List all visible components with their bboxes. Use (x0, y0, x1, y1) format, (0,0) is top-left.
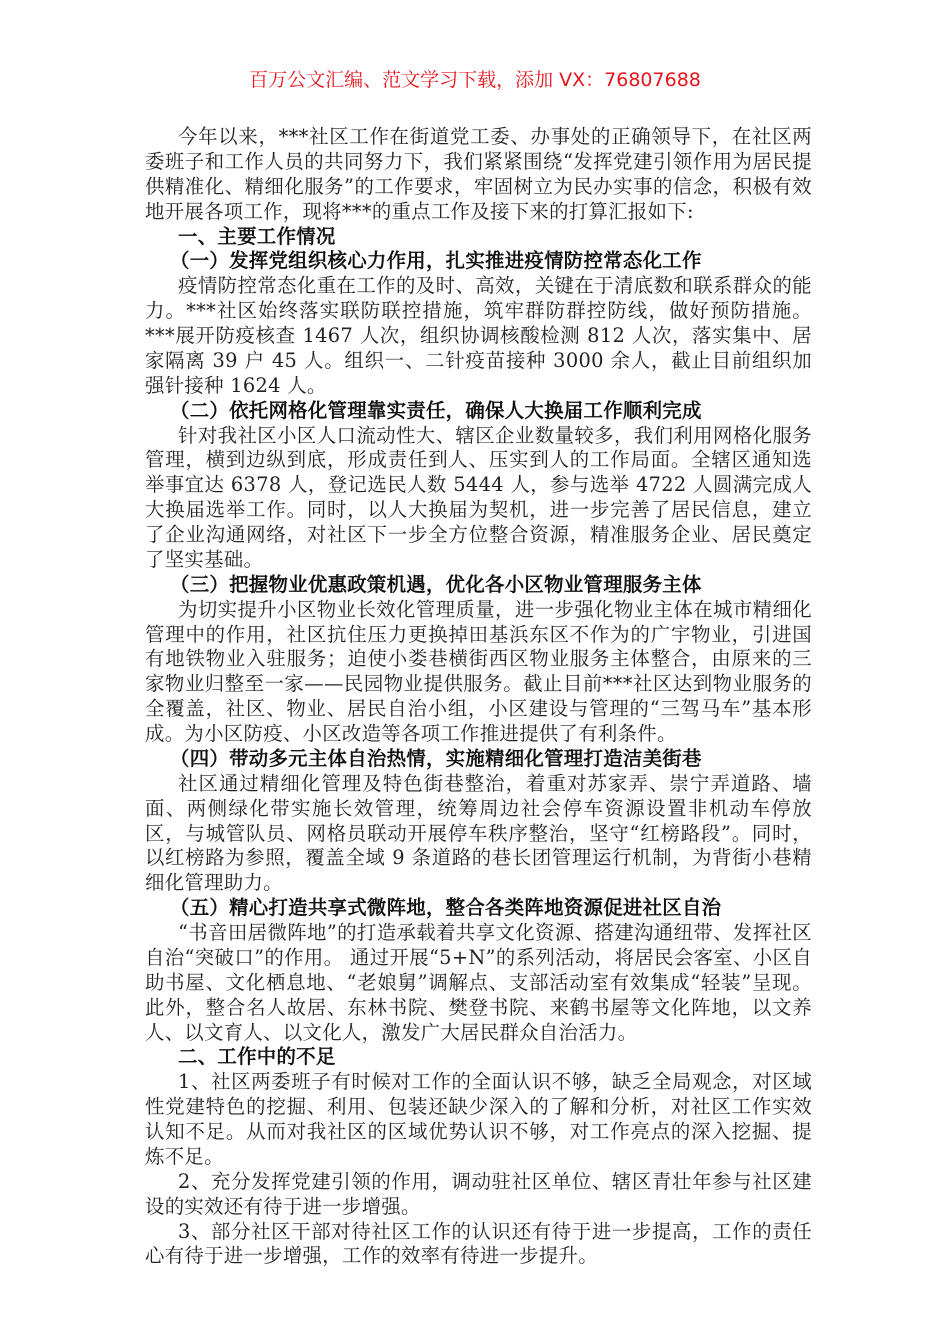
subsection-heading: （一）发挥党组织核心力作用，扎实推进疫情防控常态化工作 (170, 249, 702, 273)
subsection-heading: （二）依托网格化管理靠实责任，确保人大换届工作顺利完成 (170, 398, 702, 422)
section-heading: 一、主要工作情况 (178, 224, 336, 248)
list-item: 3、部分社区干部对待社区工作的认识还有待于进一步提高，工作的责任心有待于进一步增强，工作的效率有待进一步提升。 (145, 1219, 812, 1268)
subsection-heading: （四）带动多元主体自治热情，实施精细化管理打造洁美街巷 (170, 746, 702, 770)
paragraph: 为切实提升小区物业长效化管理质量，进一步强化物业主体在城市精细化管理中的作用，社区抗住压力更换掉田基浜东区不作为的广宇物业，引进国有地铁物业入驻服务；迫使小娄巷横街西区物业服务主体整合，由原来的三家物业归整至一家——民园物业提供服务。截止目前***社区达到物业服务的全覆盖，社区、物业、居民自治小组，小区建设与管理的“三驾马车”基本形成。为小区防疫、小区改造等各项工作推进提供了有利条件。 (145, 597, 812, 745)
paragraph: “书音田居微阵地”的打造承载着共享文化资源、搭建沟通纽带、发挥社区自治“突破口”的作用。 通过开展“5+N”的系列活动，将居民会客室、小区自助书屋、文化栖息地、“老娘舅”调解点、支部活动室有效集成“轻装”呈现。此外，整合名人故居、东林书院、樊登书院、来鹤书屋等文化阵地，以文养人、以文育人、以文化人，激发广大居民群众自治活力。 (145, 921, 812, 1044)
list-item: 1、社区两委班子有时候对工作的全面认识不够，缺乏全局观念，对区域性党建特色的挖掘、利用、包装还缺少深入的了解和分析，对社区工作实效认知不足。从而对我社区的区域优势认识不够，对工作亮点的深入挖掘、提炼不足。 (145, 1070, 812, 1168)
subsection-heading: （三）把握物业优惠政策机遇，优化各小区物业管理服务主体 (170, 572, 702, 596)
paragraph: 针对我社区小区人口流动性大、辖区企业数量较多，我们利用网格化服务管理，横到边纵到底，形成责任到人、压实到人的工作局面。全辖区通知选举事宜达 6378 人，登记选民人数 5444 人，参与选举 4722 人圆满完成人大换届选举工作。同时，以人大换届为契机，进一步完善了居民信息，建立了企业沟通网络，对社区下一步全方位整合资源，精准服务企业、居民奠定了坚实基础。 (145, 423, 812, 571)
list-item: 2、充分发挥党建引领的作用，调动驻社区单位、辖区青壮年参与社区建设的实效还有待于进一步增强。 (145, 1169, 812, 1218)
section-heading: 二、工作中的不足 (178, 1045, 336, 1069)
download-banner: 百万公文汇编、范文学习下载，添加 VX：76807688 (249, 69, 701, 91)
paragraph: 社区通过精细化管理及特色街巷整治，着重对苏家弄、崇宁弄道路、墙面、两侧绿化带实施长效管理，统筹周边社会停车资源设置非机动车停放区，与城管队员、网格员联动开展停车秩序整治，坚守“红榜路段”。同时，以红榜路为参照，覆盖全域 9 条道路的巷长团管理运行机制，为背街小巷精细化管理助力。 (145, 771, 812, 895)
intro-paragraph: 今年以来，***社区工作在街道党工委、办事处的正确领导下，在社区两委班子和工作人员的共同努力下，我们紧紧围绕“发挥党建引领作用为居民提供精准化、精细化服务”的工作要求，牢固树立为民办实事的信念，积极有效地开展各项工作，现将***的重点工作及接下来的打算汇报如下: (145, 125, 812, 223)
subsection-heading: （五）精心打造共享式微阵地，整合各类阵地资源促进社区自治 (170, 896, 722, 920)
document-body (145, 125, 812, 1269)
paragraph: 疫情防控常态化重在工作的及时、高效，关键在于清底数和联系群众的能力。***社区始终落实联防联控措施，筑牢群防群控防线，做好预防措施。***展开防疫核查 1467 人次，组织协调核酸检测 812 人次，落实集中、居家隔离 39 户 45 人。组织一、二针疫苗接种 3000 余人，截止目前组织加强针接种 1624 人。 (145, 274, 812, 397)
